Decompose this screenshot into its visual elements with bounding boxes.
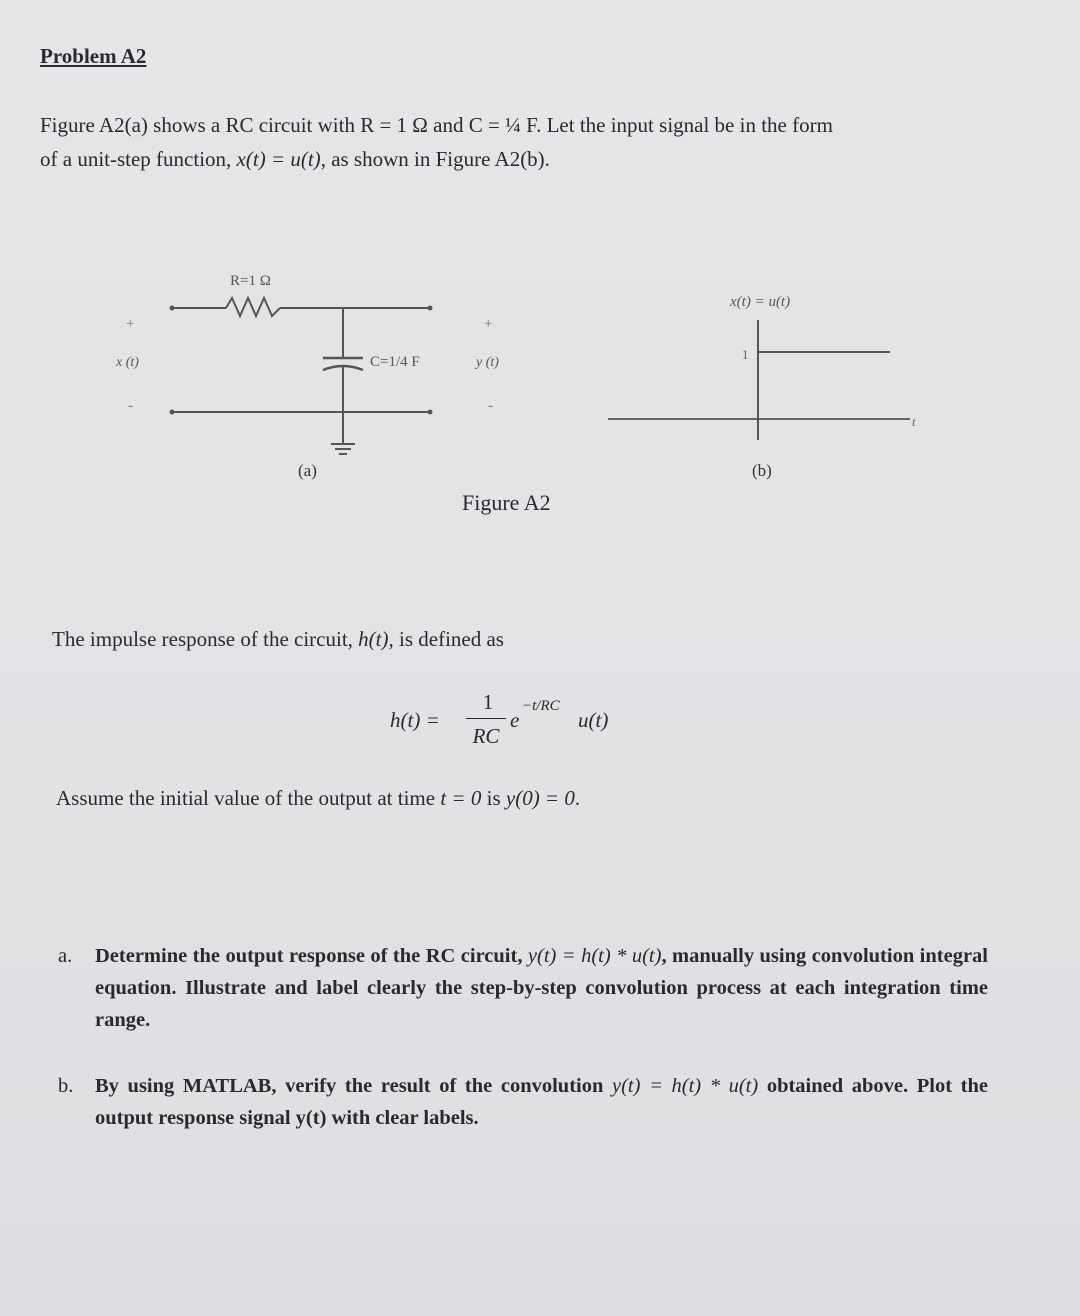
step-plot-caption: (b) — [752, 461, 772, 480]
resistor-symbol — [226, 298, 280, 316]
exponent-base: e — [510, 708, 520, 732]
problem-title: Problem A2 — [40, 44, 147, 68]
impulse-text: The impulse response of the circuit, — [52, 627, 359, 651]
assumption-text-mid: is — [481, 786, 506, 810]
resistor-label: R=1 Ω — [230, 273, 271, 289]
question-b-text: By using MATLAB, verify the result of the convolution — [95, 1075, 612, 1097]
step-level-label: 1 — [742, 347, 749, 362]
output-label: y (t) — [476, 355, 499, 370]
assumption-text-end: . — [574, 786, 581, 810]
intro-line-1: Figure A2(a) shows a RC circuit with R = 1 Ω and C = ¼ F. Let the input signal be in the form — [40, 113, 833, 137]
impulse-equation — [390, 690, 650, 760]
assumption-math-y: y(0) = 0 — [505, 786, 575, 810]
question-b-label: b. — [58, 1075, 74, 1097]
impulse-text-end: , is defined as — [388, 627, 504, 651]
output-plus: + — [484, 316, 493, 332]
intro-line-2-text: of a unit-step function, — [40, 147, 237, 171]
output-terminal-bottom — [428, 410, 433, 415]
step-plot-label: x(t) = u(t) — [730, 294, 791, 310]
output-minus: - — [488, 398, 493, 414]
input-minus: - — [128, 398, 133, 414]
question-b — [58, 1070, 988, 1134]
equation-numerator: 1 — [482, 690, 494, 714]
intro-paragraph — [40, 108, 1020, 176]
impulse-sentence — [52, 622, 504, 656]
assumption-text: Assume the initial value of the output at time — [56, 786, 441, 810]
question-a-body — [95, 940, 988, 1036]
input-terminal-top — [170, 306, 175, 311]
figure-caption: Figure A2 — [462, 490, 551, 515]
input-plus: + — [126, 316, 135, 332]
rc-circuit-diagram — [100, 250, 580, 490]
time-axis-label: t — [912, 414, 916, 429]
fraction-bar — [466, 718, 506, 719]
question-b-math: y(t) = h(t) * u(t) — [612, 1075, 759, 1097]
equation-rhs: u(t) — [578, 708, 609, 732]
question-b-text-end: obtained above. Plot the output response signal y(t) with clear labels. — [95, 1075, 988, 1129]
circuit-caption: (a) — [298, 461, 317, 480]
intro-math: x(t) = u(t) — [236, 147, 321, 171]
assumption-math-t: t = 0 — [440, 786, 482, 810]
question-a-math: y(t) = h(t) * u(t) — [527, 945, 662, 967]
question-b-body — [95, 1070, 988, 1134]
intro-line-2 — [40, 142, 1020, 176]
equation-lhs: h(t) = — [390, 708, 440, 732]
question-a — [58, 940, 988, 1036]
question-a-label: a. — [58, 945, 73, 967]
unit-step-plot — [600, 280, 940, 490]
intro-line-2-end: , as shown in Figure A2(b). — [320, 147, 550, 171]
assumption-sentence — [56, 781, 580, 815]
capacitor-label: C=1/4 F — [370, 354, 420, 370]
input-terminal-bottom — [170, 410, 175, 415]
exponent: −t/RC — [522, 698, 560, 714]
equation-denominator: RC — [472, 724, 500, 748]
impulse-math: h(t) — [358, 627, 389, 651]
output-terminal-top — [428, 306, 433, 311]
question-a-text-end: , manually using convolution integral equation. Illustrate and label clearly the step-by-step convolution process at each integration time range. — [95, 945, 989, 1031]
question-a-text: Determine the output response of the RC circuit, — [95, 945, 528, 967]
input-label: x (t) — [116, 355, 139, 370]
